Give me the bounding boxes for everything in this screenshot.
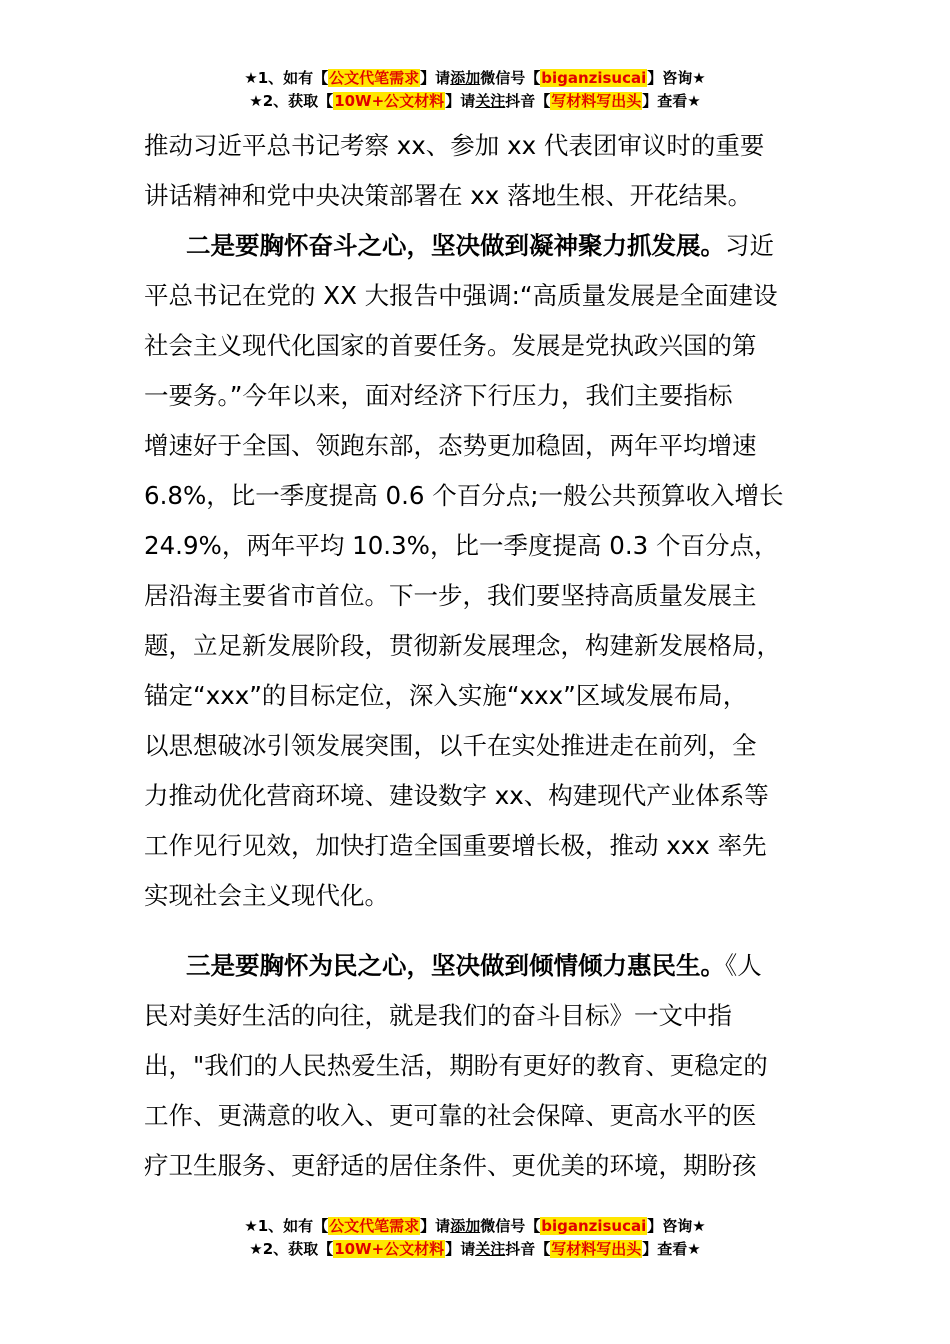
text-line: 6.8%，比一季度提高 0.6 个百分点;一般公共预算收入增长 bbox=[144, 481, 784, 510]
banner-text: 】查看★ bbox=[642, 92, 701, 110]
text-line: 平总书记在党的 XX 大报告中强调:“高质量发展是全面建设 bbox=[144, 281, 778, 310]
text-line: 出，"我们的人民热爱生活，期盼有更好的教育、更稳定的 bbox=[144, 1051, 768, 1080]
banner-line-2 bbox=[0, 90, 950, 113]
banner-text: 微信号【 bbox=[480, 1217, 541, 1235]
text-line: 推动习近平总书记考察 xx、参加 xx 代表团审议时的重要 bbox=[144, 131, 765, 160]
text-line: 增速好于全国、领跑东部，态势更加稳固，两年平均增速 bbox=[144, 431, 757, 460]
text-line: 24.9%，两年平均 10.3%，比一季度提高 0.3 个百分点， bbox=[144, 531, 779, 560]
banner-line-1 bbox=[0, 1215, 950, 1238]
highlight-materials: 10W+公文材料 bbox=[334, 92, 445, 110]
banner-text: 微信号【 bbox=[480, 69, 541, 87]
text-line: 居沿海主要省市首位。下一步，我们要坚持高质量发展主 bbox=[144, 581, 757, 610]
text-line: 工作见行见效，加快打造全国重要增长极，推动 xxx 率先 bbox=[144, 831, 767, 860]
banner-line-2 bbox=[0, 1238, 950, 1261]
highlight-service: 公文代笔需求 bbox=[329, 1217, 420, 1235]
banner-text: ★1、如有【 bbox=[244, 1217, 329, 1235]
text-line: 工作、更满意的收入、更可靠的社会保障、更高水平的医 bbox=[144, 1101, 757, 1130]
highlight-materials: 10W+公文材料 bbox=[334, 1240, 445, 1258]
text-line: 一要务。”今年以来，面对经济下行压力，我们主要指标 bbox=[144, 381, 733, 410]
footer-banner bbox=[0, 1215, 950, 1261]
text-line: 民对美好生活的向往，就是我们的奋斗目标》一文中指 bbox=[144, 1001, 732, 1030]
section-heading: 三是要胸怀为民之心，坚决做到倾情倾力惠民生。 bbox=[186, 951, 725, 980]
banner-text: 抖音【 bbox=[505, 92, 551, 110]
banner-text: 】查看★ bbox=[642, 1240, 701, 1258]
banner-text: 】请 bbox=[445, 92, 476, 110]
highlight-wechat-id: biganzisucai bbox=[541, 69, 647, 87]
banner-text: 】咨询★ bbox=[647, 1217, 706, 1235]
text-line: 讲话精神和党中央决策部署在 xx 落地生根、开花结果。 bbox=[144, 181, 753, 210]
paragraph-3-first-line bbox=[144, 941, 814, 991]
document-body bbox=[144, 121, 814, 1191]
text-line: 疗卫生服务、更舒适的居住条件、更优美的环境，期盼孩 bbox=[144, 1151, 757, 1180]
text-line: 社会主义现代化国家的首要任务。发展是党执政兴国的第 bbox=[144, 331, 757, 360]
highlight-wechat-id: biganzisucai bbox=[541, 1217, 647, 1235]
banner-text: 】请 bbox=[445, 1240, 476, 1258]
underlined-word: 添加 bbox=[450, 69, 481, 87]
underlined-word: 关注 bbox=[475, 1240, 506, 1258]
banner-text: ★1、如有【 bbox=[244, 69, 329, 87]
banner-line-1 bbox=[0, 67, 950, 90]
banner-text: 】请 bbox=[420, 1217, 451, 1235]
text-line: 实现社会主义现代化。 bbox=[144, 881, 389, 910]
highlight-douyin-account: 写材料写出头 bbox=[551, 1240, 642, 1258]
text-line: 以思想破冰引领发展突围，以千在实处推进走在前列，全 bbox=[144, 731, 757, 760]
banner-text: ★2、获取【 bbox=[249, 1240, 334, 1258]
highlight-service: 公文代笔需求 bbox=[329, 69, 420, 87]
paragraph-spacer bbox=[144, 921, 814, 941]
text-line: 力推动优化营商环境、建设数字 xx、构建现代产业体系等 bbox=[144, 781, 769, 810]
banner-text: 】请 bbox=[420, 69, 451, 87]
banner-text: 】咨询★ bbox=[647, 69, 706, 87]
paragraph-2-first-line bbox=[144, 221, 814, 271]
underlined-word: 关注 bbox=[475, 92, 506, 110]
text-line: 锚定“xxx”的目标定位，深入实施“xxx”区域发展布局， bbox=[144, 681, 748, 710]
banner-text: 抖音【 bbox=[505, 1240, 551, 1258]
text-run: 《人 bbox=[725, 951, 762, 980]
underlined-word: 添加 bbox=[450, 1217, 481, 1235]
text-line: 题，立足新发展阶段，贯彻新发展理念，构建新发展格局， bbox=[144, 631, 781, 660]
highlight-douyin-account: 写材料写出头 bbox=[551, 92, 642, 110]
text-run: 习近 bbox=[725, 231, 774, 260]
banner-text: ★2、获取【 bbox=[249, 92, 334, 110]
section-heading: 二是要胸怀奋斗之心，坚决做到凝神聚力抓发展。 bbox=[186, 231, 725, 260]
header-banner bbox=[0, 67, 950, 113]
